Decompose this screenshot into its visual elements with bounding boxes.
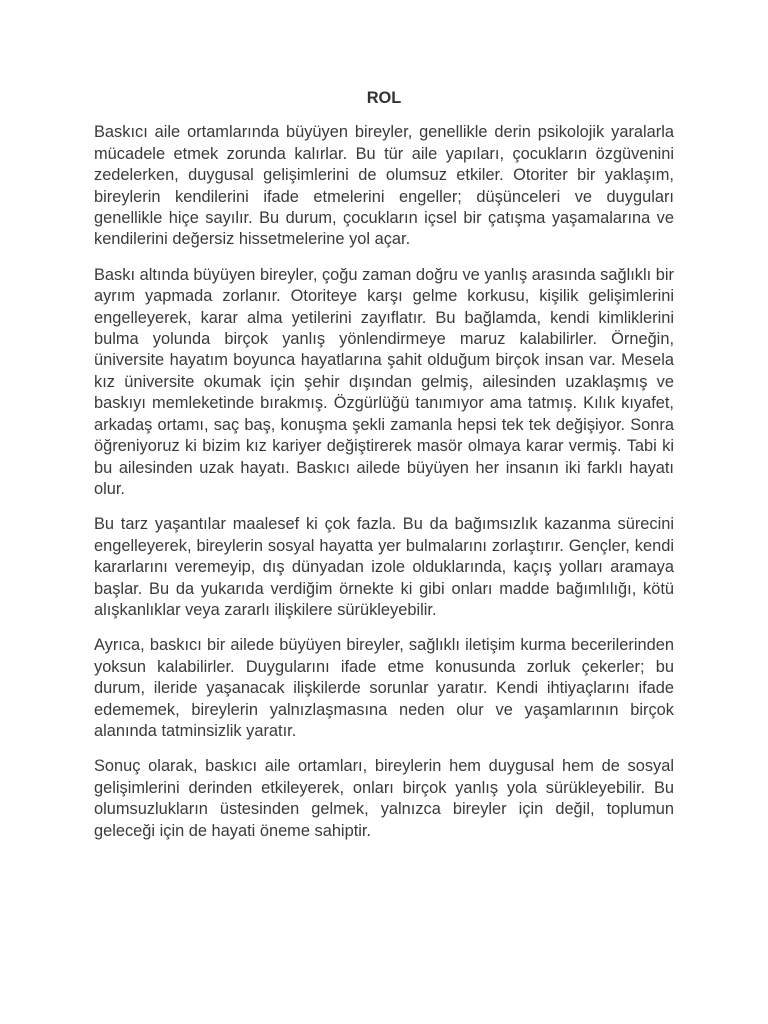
paragraph-5: Sonuç olarak, baskıcı aile ortamları, bireylerin hem duygusal hem de sosyal gelişimlerini derinden etkileyerek, onları birçok yanlış yola sürükleyebilir. Bu olumsuzlukların üstesinden gelmek, yalnızca bireyler için değil, toplumun geleceği için de hayati öneme sahiptir. [94,757,674,840]
paragraph-1: Baskıcı aile ortamlarında büyüyen bireyler, genellikle derin psikolojik yaralarla mücadele etmek zorunda kalırlar. Bu tür aile yapıları, çocukların özgüvenini zedelerken, duygusal gelişimlerini de olumsuz etkiler. Otoriter bir yaklaşım, bireylerin kendilerini ifade etmelerini engeller; düşünceleri ve duyguları genellikle hiçe sayılır. Bu durum, çocukların içsel bir çatışma yaşamalarına ve kendilerini değersiz hissetmelerine yol açar. [94,123,674,249]
paragraph-3: Bu tarz yaşantılar maalesef ki çok fazla. Bu da bağımsızlık kazanma sürecini engelleyerek, bireylerin sosyal hayatta yer bulmalarını zorlaştırır. Gençler, kendi kararlarını veremeyip, dış dünyadan izole olduklarında, kaçış yolları aramaya başlar. Bu da yukarıda verdiğim örnekte ki gibi onları madde bağımlılığı, kötü alışkanlıklar veya zararlı ilişkilere sürükleyebilir. [94,515,674,619]
document-page [94,88,674,856]
paragraph-4: Ayrıca, baskıcı bir ailede büyüyen bireyler, sağlıklı iletişim kurma becerilerinden yoksun kalabilirler. Duygularını ifade etme konusunda zorluk çekerler; bu durum, ileride yaşanacak ilişkilerde sorunlar yaratır. Kendi ihtiyaçlarını ifade edememek, bireylerin yalnızlaşmasına neden olur ve yaşamlarının birçok alanında tatminsizlik yaratır. [94,636,674,740]
document-title: ROL [366,89,402,107]
paragraph-2: Baskı altında büyüyen bireyler, çoğu zaman doğru ve yanlış arasında sağlıklı bir ayrım yapmada zorlanır. Otoriteye karşı gelme korkusu, kişilik gelişimlerini engelleyerek, karar alma yetilerini zayıflatır. Bu bağlamda, kendi kimliklerini bulma yolunda birçok yanlış yönlendirmeye maruz kalabilirler. Örneğin, üniversite hayatım boyunca hayatlarına şahit olduğum birçok insan var. Mesela kız üniversite okumak için şehir dışından gelmiş, ailesinden uzaklaşmış ve baskıyı memleketinde bırakmış. Özgürlüğü tanımıyor ama tatmış. Kılık kıyafet, arkadaş ortamı, saç baş, konuşma şekli zamanla hepsi tek tek değişiyor. Sonra öğreniyoruz ki bizim kız kariyer değiştirerek masör olmaya karar vermiş. Tabi ki bu ailesinden uzak hayatı. Baskıcı ailede büyüyen her insanın iki farklı hayatı olur. [94,265,674,498]
